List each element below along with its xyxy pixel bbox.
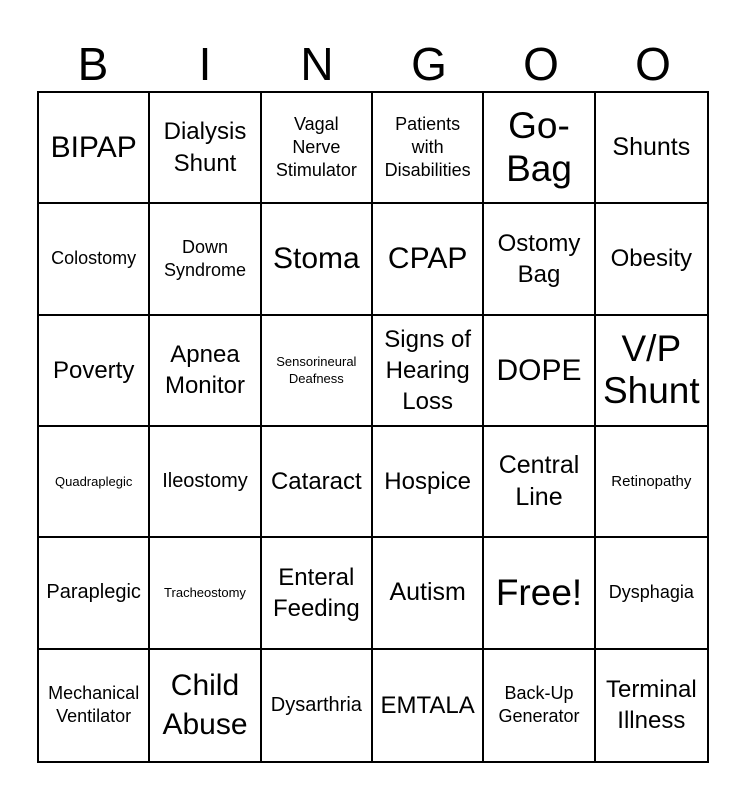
bingo-cell: Hospice	[373, 427, 484, 538]
header-letter-b: B	[77, 38, 109, 90]
bingo-cell: EMTALA	[373, 650, 484, 761]
bingo-cell: Quadraplegic	[39, 427, 150, 538]
bingo-cell: Ileostomy	[150, 427, 261, 538]
bingo-cell: V/P Shunt	[596, 316, 707, 427]
bingo-cell: Terminal Illness	[605, 676, 697, 735]
bingo-cell: Central Line	[484, 427, 595, 538]
header-letter-i: I	[198, 38, 212, 90]
bingo-cell: Dysarthria	[262, 650, 373, 761]
bingo-cell: Poverty	[39, 316, 150, 427]
bingo-cell: Colostomy	[39, 204, 150, 315]
bingo-cell: Tracheostomy	[150, 538, 261, 649]
header-letter-o2: O	[635, 38, 671, 90]
bingo-cell: Dysphagia	[596, 538, 707, 649]
bingo-header	[37, 36, 709, 92]
bingo-cell: BIPAP	[39, 93, 150, 204]
bingo-cell: Paraplegic	[39, 538, 150, 649]
bingo-cell: Shunts	[596, 93, 707, 204]
bingo-cell: Signs of Hearing Loss	[373, 316, 484, 427]
bingo-cell: Mechanical Ventilator	[39, 650, 150, 761]
bingo-cell: Enteral Feeding	[262, 538, 373, 649]
bingo-cell: Vagal Nerve Stimulator	[262, 93, 373, 204]
bingo-cell: Go- Bag	[484, 93, 595, 204]
header-letter-o: O	[523, 38, 559, 90]
bingo-cell: Sensorineural Deafness	[262, 316, 373, 427]
bingo-cell: CPAP	[373, 204, 484, 315]
bingo-cell: Back-Up Generator	[484, 650, 595, 761]
bingo-cell: Obesity	[596, 204, 707, 315]
bingo-cell: Autism	[373, 538, 484, 649]
header-letter-g: G	[411, 38, 447, 90]
bingo-cell: Down Syndrome	[150, 204, 261, 315]
header-letter-n: N	[300, 38, 334, 90]
bingo-cell: Ostomy Bag	[484, 204, 595, 315]
bingo-cell: Apnea Monitor	[150, 316, 261, 427]
bingo-cell: Child Abuse	[150, 650, 261, 761]
bingo-cell: Retinopathy	[596, 427, 707, 538]
bingo-cell: Patients with Disabilities	[373, 93, 484, 204]
bingo-cell: DOPE	[484, 316, 595, 427]
bingo-grid	[37, 91, 709, 763]
bingo-cell: Cataract	[262, 427, 373, 538]
bingo-cell: Stoma	[262, 204, 373, 315]
bingo-cell: Dialysis Shunt	[150, 93, 261, 204]
bingo-cell: Free!	[484, 538, 595, 649]
